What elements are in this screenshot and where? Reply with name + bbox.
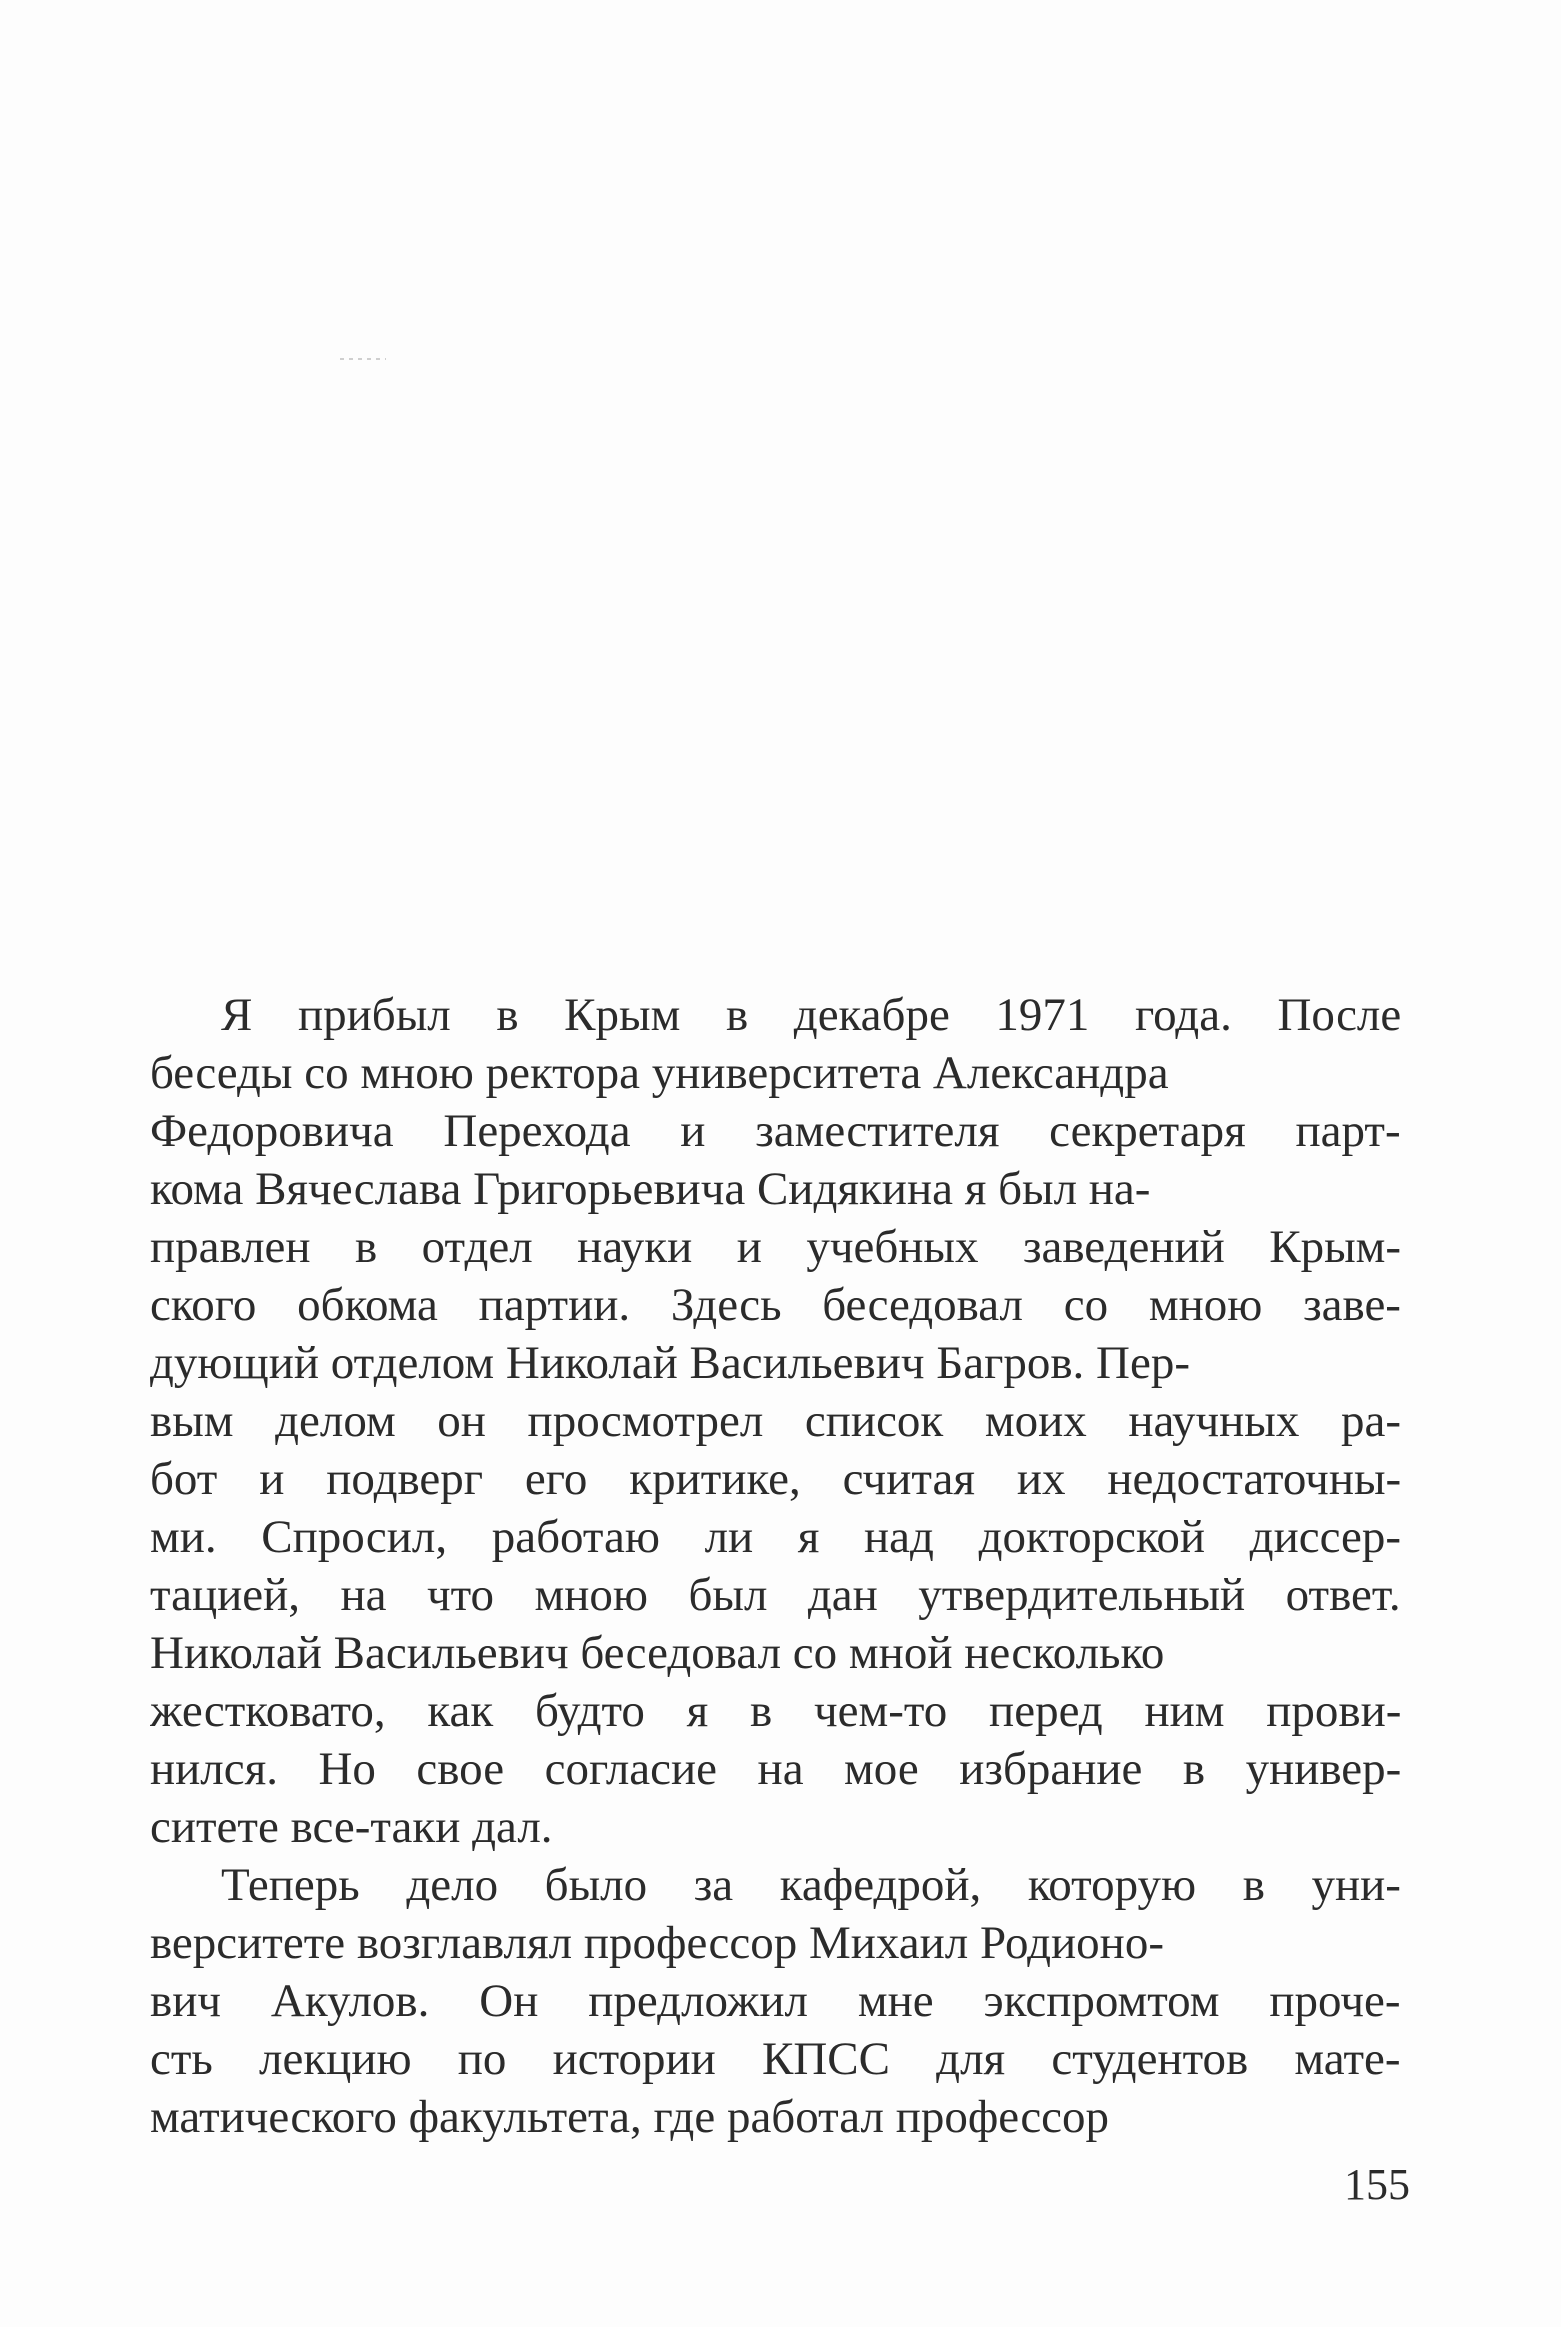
text-line: верситете возглавлял профессор Михаил Родионо-	[150, 1917, 1164, 1969]
text-line: жестковато, как будто я в чем-то перед ним прови-	[150, 1685, 1401, 1737]
text-line: нился. Но свое согласие на мое избрание в универ-	[150, 1743, 1401, 1795]
text-line: дующий отделом Николай Васильевич Багров. Пер-	[150, 1337, 1191, 1389]
text-line: ситете все-таки дал.	[150, 1801, 553, 1853]
text-line: ского обкома партии. Здесь беседовал со мною заве-	[150, 1279, 1401, 1331]
text-line: матического факультета, где работал профессор	[150, 2091, 1110, 2143]
scan-speck	[340, 358, 386, 360]
text-line: вич Акулов. Он предложил мне экспромтом проче-	[150, 1975, 1401, 2027]
text-line: правлен в отдел науки и учебных заведений Крым-	[150, 1221, 1401, 1273]
text-line: сть лекцию по истории КПСС для студентов мате-	[150, 2033, 1401, 2085]
text-line: Я прибыл в Крым в декабре 1971 года. После	[221, 989, 1401, 1041]
text-line: беседы со мною ректора университета Александра	[150, 1047, 1169, 1099]
text-line: кома Вячеслава Григорьевича Сидякина я был на-	[150, 1163, 1151, 1215]
text-line: Николай Васильевич беседовал со мной несколько	[150, 1627, 1165, 1679]
page-number: 155	[1344, 2160, 1410, 2209]
text-line: Теперь дело было за кафедрой, которую в уни-	[221, 1859, 1401, 1911]
text-line: ми. Спросил, работаю ли я над докторской диссер-	[150, 1511, 1401, 1563]
text-line: тацией, на что мною был дан утвердительный ответ.	[150, 1569, 1401, 1621]
text-line: вым делом он просмотрел список моих научных ра-	[150, 1395, 1401, 1447]
text-line: Федоровича Перехода и заместителя секретаря парт-	[150, 1105, 1401, 1157]
text-line: бот и подверг его критике, считая их недостаточны-	[150, 1453, 1401, 1505]
